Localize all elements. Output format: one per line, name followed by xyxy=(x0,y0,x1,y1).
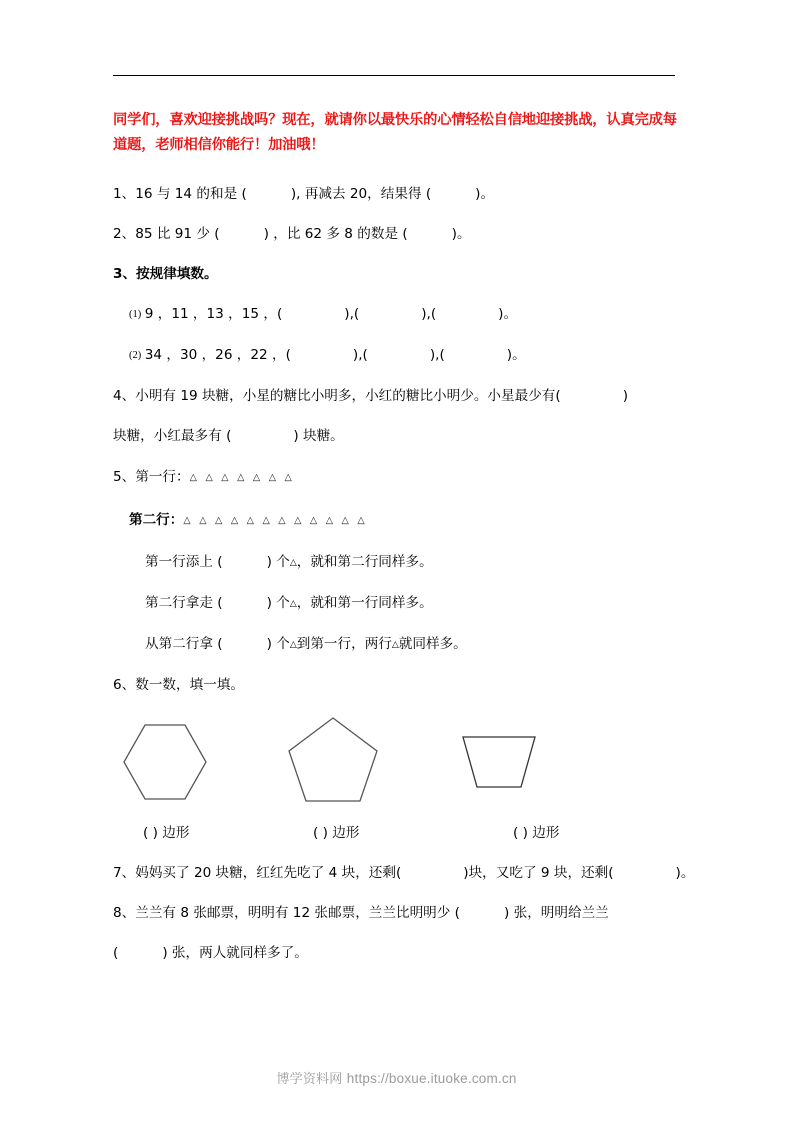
question-3-row-2-gap-2: ),( xyxy=(429,347,445,363)
question-2 xyxy=(113,224,679,244)
question-3-row-2 xyxy=(113,345,679,366)
question-4-text-a: 4、小明有 19 块糖，小星的糖比小明多，小红的糖比小明少。小星最少有( xyxy=(113,388,561,404)
question-3-row-1-gap-1: ),( xyxy=(344,306,360,322)
question-5-sub-2-b: ) 个 xyxy=(266,595,290,611)
question-3-row-1-label: (1) xyxy=(129,309,142,320)
question-5-sub-1 xyxy=(113,552,679,573)
triangle-icon: △ xyxy=(205,472,213,483)
question-3-row-1-numbers: 9 ，11 ，13 ，15 ，( xyxy=(144,306,283,322)
triangle-icon: △ xyxy=(221,472,229,483)
question-7-b: )块，又吃了 9 块，还剩( xyxy=(463,865,614,881)
question-3-row-2-end: )。 xyxy=(506,347,526,363)
shape-label-trapezoid[interactable]: ( ) 边形 xyxy=(513,825,560,841)
triangle-icon: △ xyxy=(357,515,365,526)
shape-label-pentagon[interactable]: ( ) 边形 xyxy=(313,825,360,841)
footer-watermark xyxy=(0,1068,793,1087)
shape-answer-labels xyxy=(113,821,679,845)
triangle-icon: △ xyxy=(341,515,349,526)
footer-url: https://boxue.ituoke.com.cn xyxy=(346,1071,517,1086)
question-8-line-2 xyxy=(113,943,679,963)
triangle-icon: △ xyxy=(215,515,223,526)
header-divider xyxy=(113,75,675,76)
triangle-icon: △ xyxy=(289,640,297,650)
intro-notice: 同学们，喜欢迎接挑战吗？现在，就请你以最快乐的心情轻松自信地迎接挑战，认真完成每道题，老师相信你能行！加油哦！ xyxy=(113,112,677,153)
triangle-icon: △ xyxy=(252,472,261,483)
triangle-icon: △ xyxy=(289,599,297,609)
shape-figures xyxy=(113,715,679,815)
question-4-line-2 xyxy=(113,426,679,446)
question-7-a: 7、妈妈买了 20 块糖，红红先吃了 4 块，还剩( xyxy=(113,865,402,881)
question-1 xyxy=(113,184,679,204)
triangle-icon: △ xyxy=(309,515,318,526)
question-4-line-1 xyxy=(113,386,679,406)
question-5-sub-1-b: ) 个 xyxy=(266,554,290,570)
hexagon-shape xyxy=(123,715,223,810)
question-8-b: ) 张，明明给兰兰 xyxy=(503,905,609,921)
question-5-sub-2-a: 第二行拿走 ( xyxy=(145,595,223,611)
question-4-text-b: ) xyxy=(622,388,629,404)
question-8-c: ( xyxy=(113,945,119,961)
question-6-heading-text: 6、数一数，填一填。 xyxy=(113,677,244,693)
triangle-icon: △ xyxy=(278,515,286,526)
question-3-row-2-gap-1: ),( xyxy=(352,347,368,363)
triangle-icon: △ xyxy=(246,515,254,526)
question-3-row-2-numbers: 34 ，30 ，26 ，22 ，( xyxy=(144,347,291,363)
question-1-middle: ), 再减去 20，结果得 ( xyxy=(290,186,432,202)
triangle-icon: △ xyxy=(391,640,399,650)
question-8-a: 8、兰兰有 8 张邮票，明明有 12 张邮票，兰兰比明明少 ( xyxy=(113,905,460,921)
question-7 xyxy=(113,863,695,883)
question-5-sub-2 xyxy=(113,593,679,614)
trapezoid-shape xyxy=(453,715,558,810)
footer-site-name: 博学资料网 xyxy=(276,1072,343,1087)
triangle-icon: △ xyxy=(325,515,333,526)
shape-label-hexagon[interactable]: ( ) 边形 xyxy=(143,825,190,841)
triangle-icon: △ xyxy=(183,515,191,526)
question-8-d: ) 张，两人就同样多了。 xyxy=(162,945,308,961)
question-5-sub-2-c: ，就和第一行同样多。 xyxy=(296,595,433,611)
question-5-sub-3-d: 就同样多。 xyxy=(398,636,467,652)
question-2-prefix: 2、85 比 91 少 ( xyxy=(113,226,220,242)
question-5-sub-3-c: 到第一行，两行 xyxy=(296,636,392,652)
triangle-icon: △ xyxy=(284,472,292,483)
question-3-row-1 xyxy=(113,304,679,325)
question-5-sub-1-c: ，就和第二行同样多。 xyxy=(296,554,433,570)
triangle-icon: △ xyxy=(237,472,245,483)
question-6-heading xyxy=(113,675,679,695)
question-1-prefix: 1、16 与 14 的和是 ( xyxy=(113,186,247,202)
question-5-row-2 xyxy=(113,509,679,532)
triangle-icon: △ xyxy=(268,472,276,483)
triangle-group-row-1 xyxy=(190,469,301,484)
triangle-icon: △ xyxy=(230,515,239,526)
question-5-row-2-label: 第二行： xyxy=(129,512,184,528)
question-5-sub-1-a: 第一行添上 ( xyxy=(145,554,223,570)
triangle-group-row-2 xyxy=(183,512,373,527)
question-5-sub-3 xyxy=(113,634,679,655)
question-3-row-1-gap-2: ),( xyxy=(421,306,437,322)
triangle-icon: △ xyxy=(189,472,197,483)
question-3-heading-text: 3、按规律填数。 xyxy=(113,266,218,282)
question-8-line-1 xyxy=(113,903,679,923)
question-1-suffix: )。 xyxy=(475,186,495,202)
triangle-icon: △ xyxy=(199,515,207,526)
question-3-heading xyxy=(113,264,679,284)
question-4-text-c: 块糖，小红最多有 ( xyxy=(113,428,232,444)
question-2-suffix: )。 xyxy=(451,226,471,242)
worksheet-content xyxy=(113,108,695,983)
pentagon-shape xyxy=(285,715,390,810)
question-3-row-2-label: (2) xyxy=(129,350,142,361)
triangle-icon: △ xyxy=(294,515,302,526)
question-4-text-d: ) 块糖。 xyxy=(293,428,344,444)
triangle-icon: △ xyxy=(289,558,297,568)
question-5-row-1 xyxy=(113,466,679,489)
question-5-row-1-label: 5、第一行： xyxy=(113,469,190,485)
question-2-middle: ) ，比 62 多 8 的数是 ( xyxy=(263,226,408,242)
triangle-icon: △ xyxy=(262,515,270,526)
question-7-c: )。 xyxy=(675,865,695,881)
question-3-row-1-end: )。 xyxy=(498,306,518,322)
question-5-sub-3-b: ) 个 xyxy=(266,636,290,652)
question-5-sub-3-a: 从第二行拿 ( xyxy=(145,636,223,652)
